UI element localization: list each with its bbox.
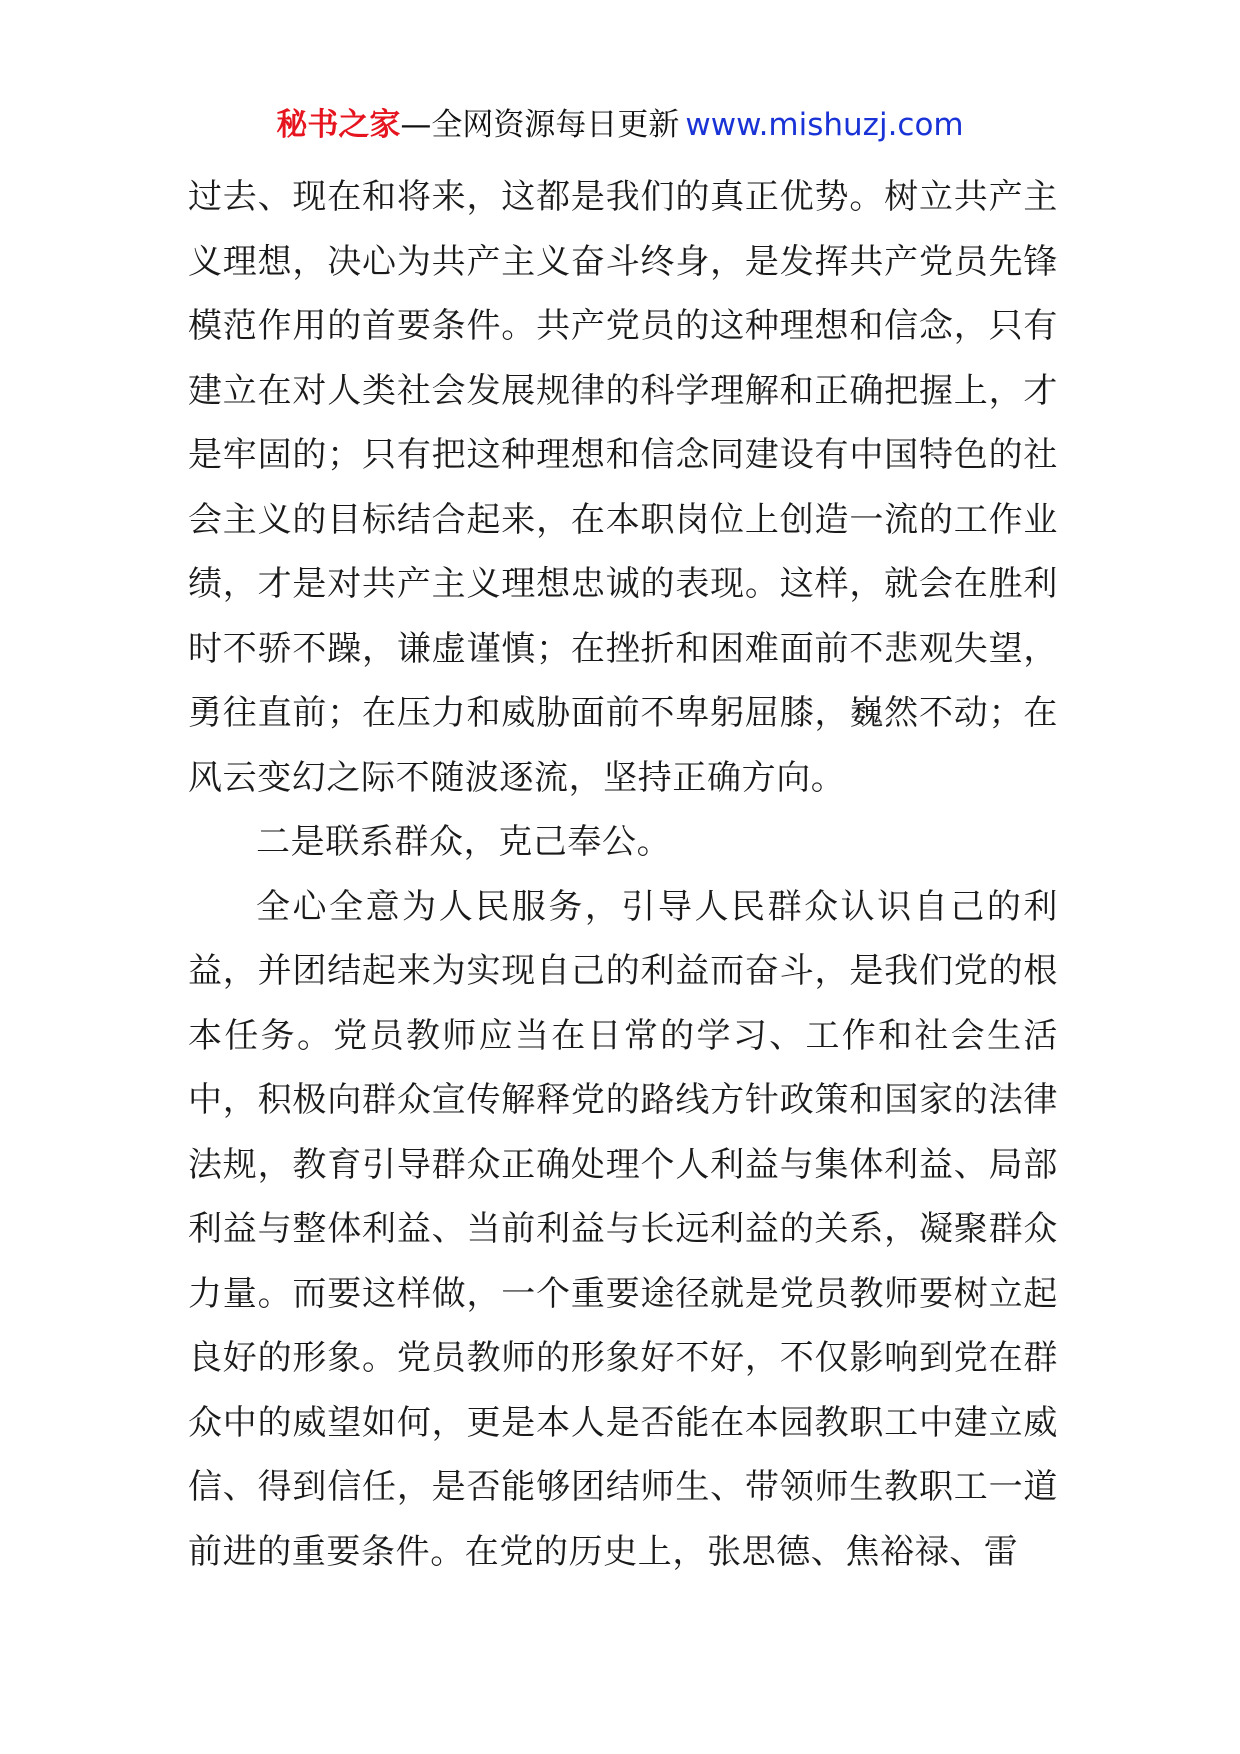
header-brand: 秘书之家	[276, 107, 401, 143]
paragraph-continuation: 过去、现在和将来，这都是我们的真正优势。树立共产主义理想，决心为共产主义奋斗终身，是发挥共产党员先锋模范作用的首要条件。共产党员的这种理想和信念，只有建立在对人类社会发展规律的科学理解和正确把握上，才是牢固的；只有把这种理想和信念同建设有中国特色的社会主义的目标结合起来，在本职岗位上创造一流的工作业绩，才是对共产主义理想忠诚的表现。这样，就会在胜利时不骄不躁，谦虚谨慎；在挫折和困难面前不悲观失望，勇往直前；在压力和威胁面前不卑躬屈膝，巍然不动；在风云变幻之际不随波逐流，坚持正确方向。	[188, 177, 1058, 798]
header-url-link[interactable]: www.mishuzj.com	[685, 107, 964, 143]
section-heading: 二是联系群众，克己奉公。	[256, 822, 672, 862]
paragraph-body: 全心全意为人民服务，引导人民群众认识自己的利益，并团结起来为实现自己的利益而奋斗，是我们党的根本任务。党员教师应当在日常的学习、工作和社会生活中，积极向群众宣传解释党的路线方针政策和国家的法律法规，教育引导群众正确处理个人利益与集体利益、局部利益与整体利益、当前利益与长远利益的关系，凝聚群众力量。而要这样做，一个重要途径就是党员教师要树立起良好的形象。党员教师的形象好不好，不仅影响到党在群众中的威望如何，更是本人是否能在本园教职工中建立威信、得到信任，是否能够团结师生、带领师生教职工一道前进的重要条件。在党的历史上，张思德、焦裕禄、雷	[188, 886, 1058, 1572]
page-header	[0, 104, 1240, 146]
header-tagline: —全网资源每日更新	[400, 107, 680, 143]
document-body	[188, 165, 1058, 1584]
